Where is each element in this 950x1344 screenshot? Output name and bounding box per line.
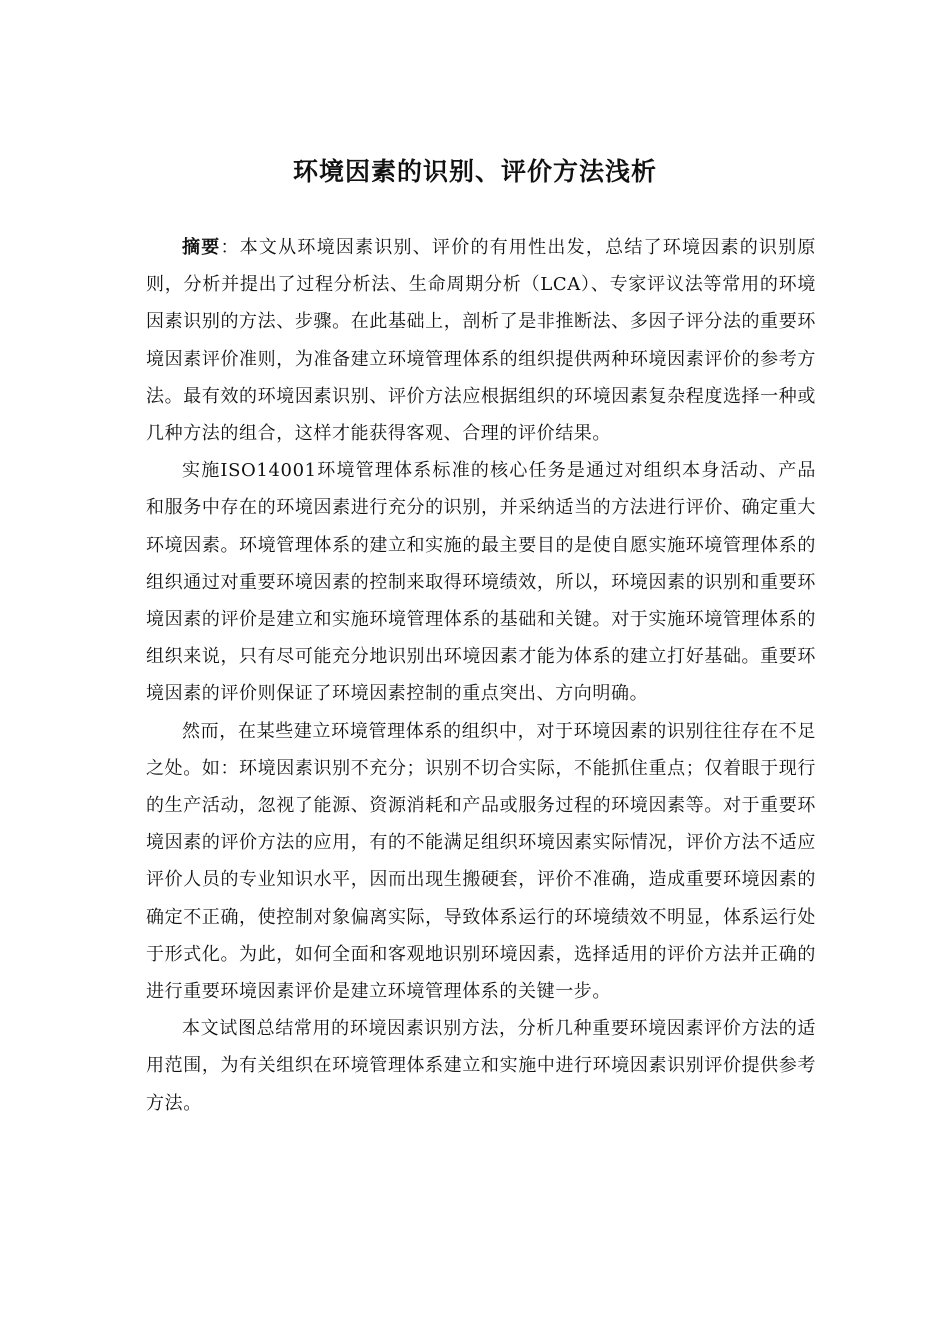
document-body xyxy=(146,229,816,1122)
body-paragraph-1: 实施ISO14001环境管理体系标准的核心任务是通过对组织本身活动、产品和服务中存在的环境因素进行充分的识别，并采纳适当的方法进行评价、确定重大环境因素。环境管理体系的建立和实施的最主要目的是使自愿实施环境管理体系的组织通过对重要环境因素的控制来取得环境绩效，所以，环境因素的识别和重要环境因素的评价是建立和实施环境管理体系的基础和关键。对于实施环境管理体系的组织来说，只有尽可能充分地识别出环境因素才能为体系的建立打好基础。重要环境因素的评价则保证了环境因素控制的重点突出、方向明确。 xyxy=(146,460,816,705)
abstract-label: 摘要 xyxy=(182,237,221,258)
abstract-text: 本文从环境因素识别、评价的有用性出发，总结了环境因素的识别原则，分析并提出了过程分析法、生命周期分析（LCA）、专家评议法等常用的环境因素识别的方法、步骤。在此基础上，剖析了是非推断法、多因子评分法的重要环境因素评价准则，为准备建立环境管理体系的组织提供两种环境因素评价的参考方法。最有效的环境因素识别、评价方法应根据组织的环境因素复杂程度选择一种或几种方法的组合，这样才能获得客观、合理的评价结果。 xyxy=(146,237,816,445)
body-paragraph-2: 然而，在某些建立环境管理体系的组织中，对于环境因素的识别往往存在不足之处。如：环境因素识别不充分；识别不切合实际，不能抓住重点；仅着眼于现行的生产活动，忽视了能源、资源消耗和产品或服务过程的环境因素等。对于重要环境因素的评价方法的应用，有的不能满足组织环境因素实际情况，评价方法不适应评价人员的专业知识水平，因而出现生搬硬套，评价不准确，造成重要环境因素的确定不正确，使控制对象偏离实际，导致体系运行的环境绩效不明显，体系运行处于形式化。为此，如何全面和客观地识别环境因素，选择适用的评价方法并正确的进行重要环境因素评价是建立环境管理体系的关键一步。 xyxy=(146,720,816,1003)
abstract-paragraph xyxy=(146,229,816,452)
abstract-colon: ： xyxy=(220,237,240,258)
body-paragraph-3: 本文试图总结常用的环境因素识别方法，分析几种重要环境因素评价方法的适用范围，为有关组织在环境管理体系建立和实施中进行环境因素识别评价提供参考方法。 xyxy=(146,1018,816,1114)
document-title: 环境因素的识别、评价方法浅析 xyxy=(292,157,657,186)
